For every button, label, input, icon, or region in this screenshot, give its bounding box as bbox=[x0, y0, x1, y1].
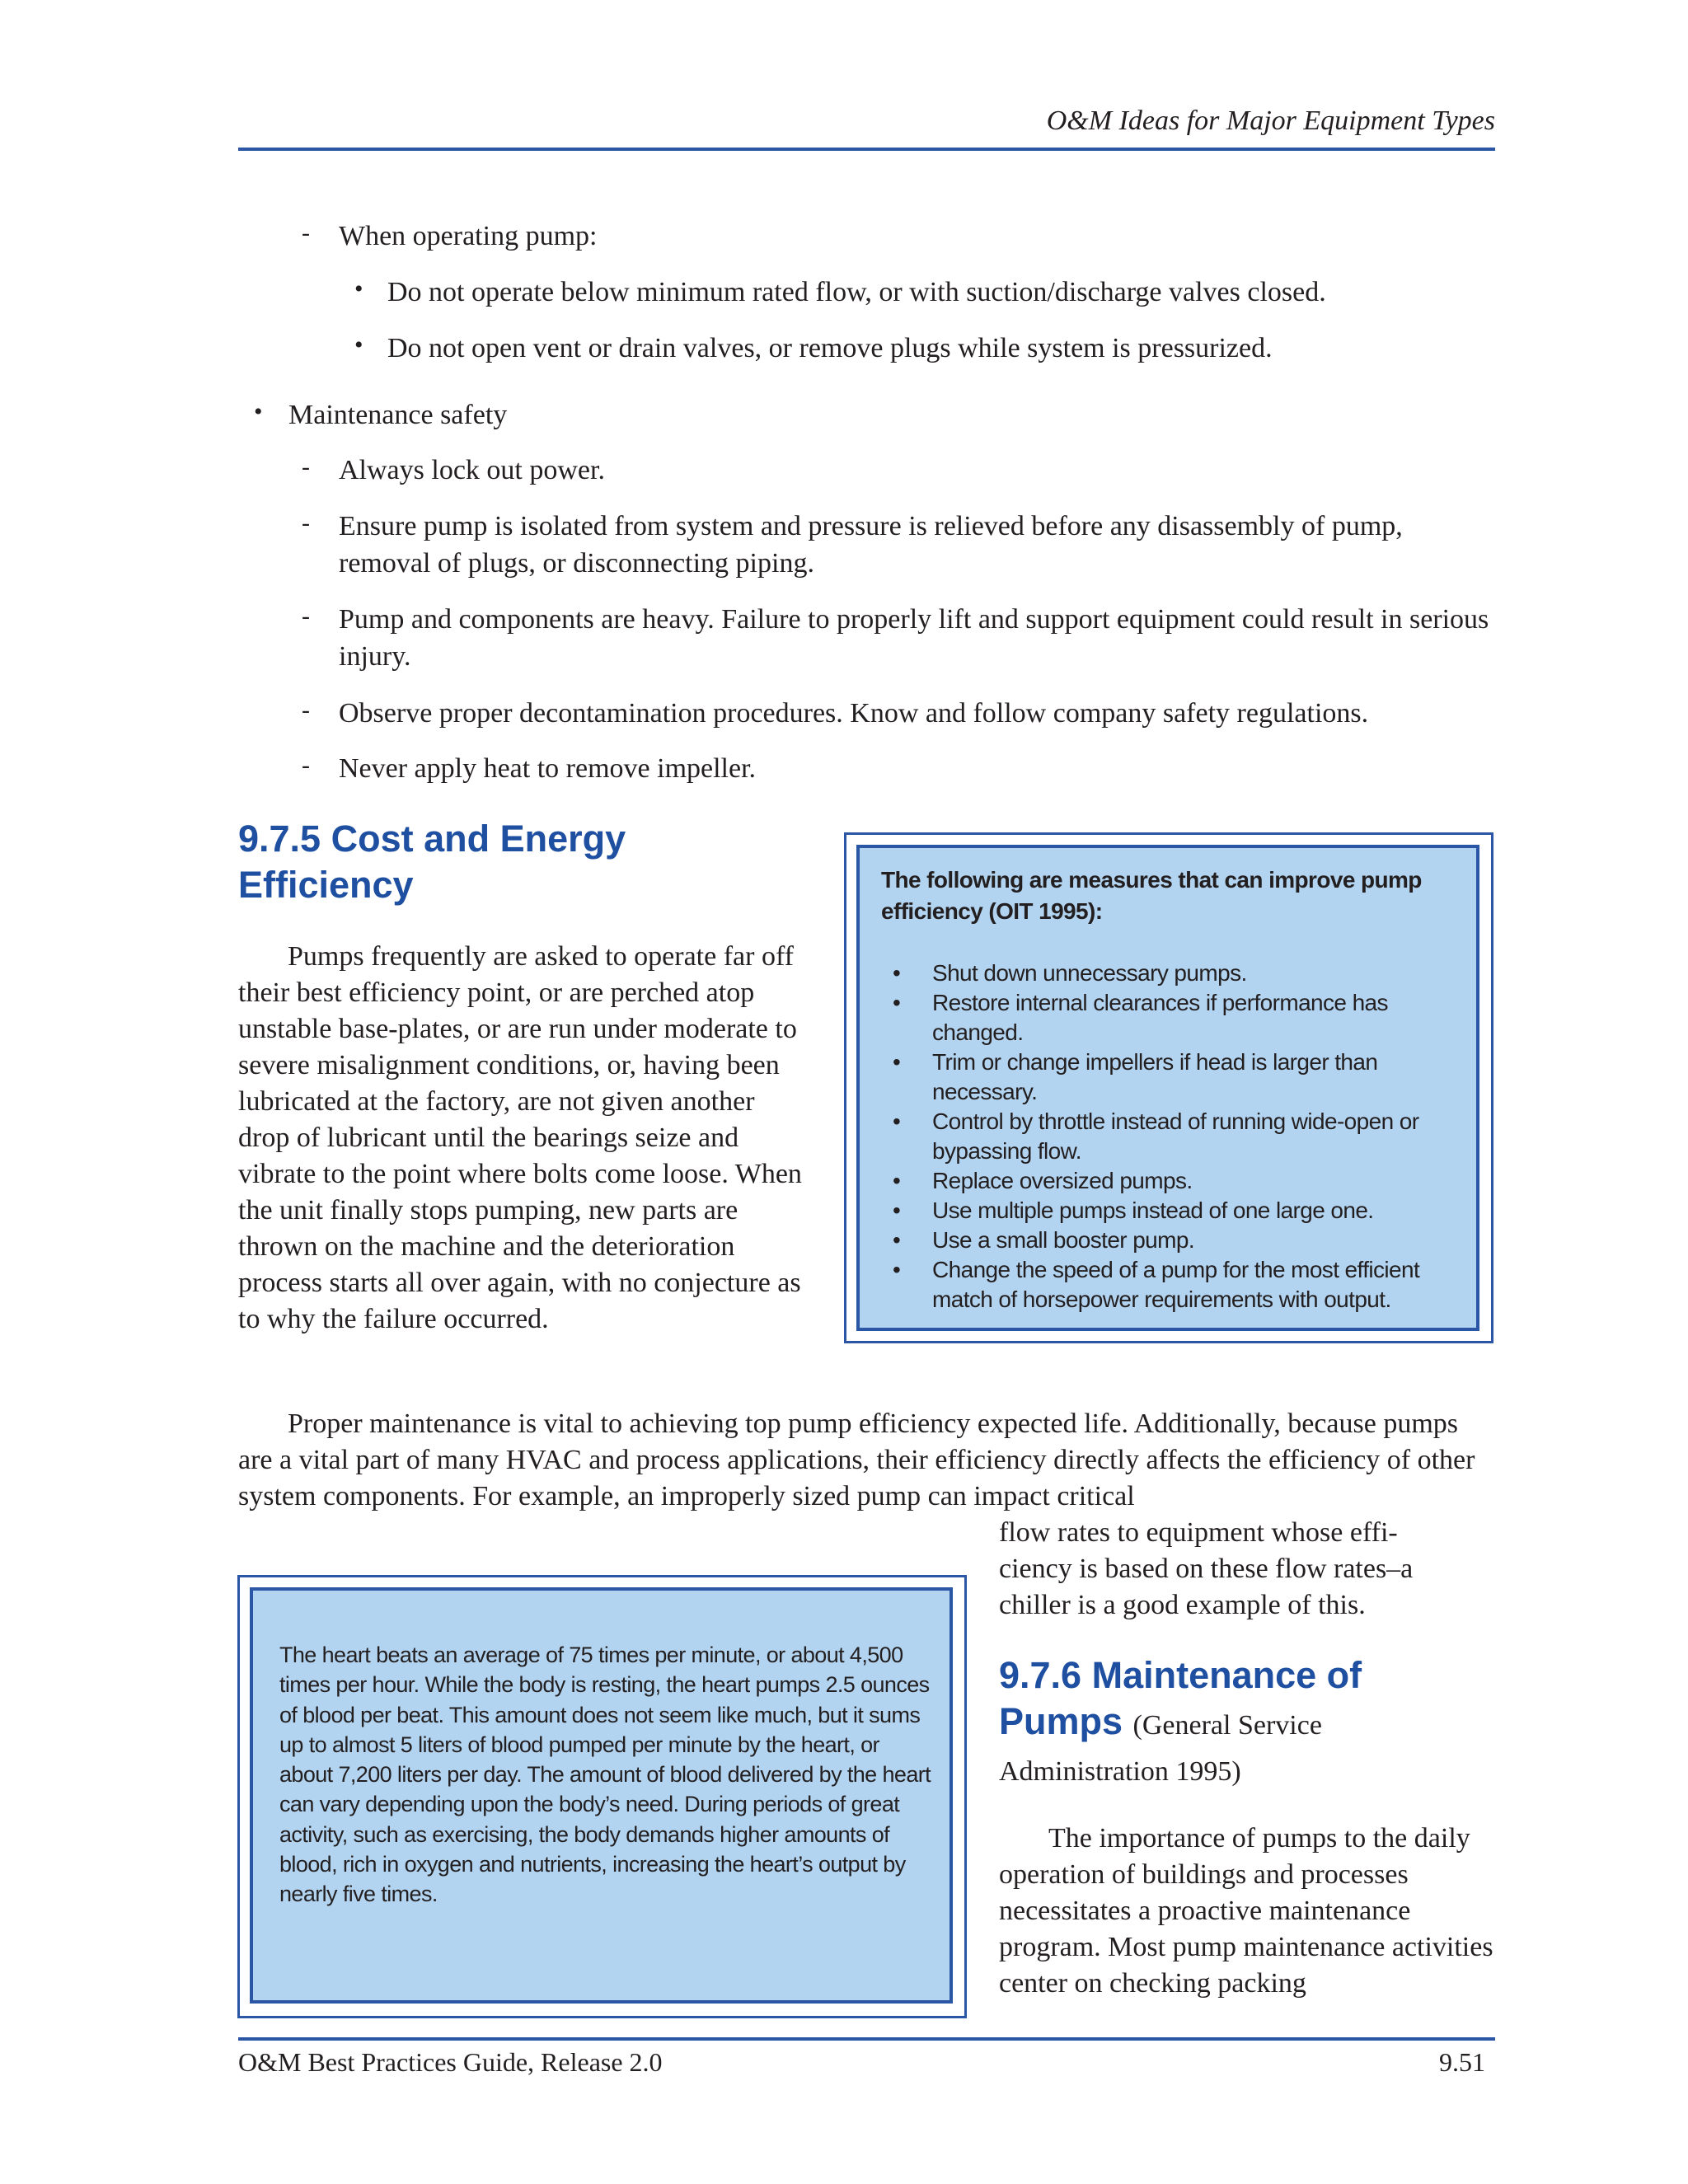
dash-marker: - bbox=[302, 453, 310, 480]
list-item: • Control by throttle instead of running wide-open or bypassing flow. bbox=[893, 1107, 1456, 1166]
efficiency-list bbox=[881, 958, 1456, 1315]
heading-line: Efficiency bbox=[238, 864, 414, 906]
list-item: • Change the speed of a pump for the most efficient match of horsepower requirements with output. bbox=[893, 1255, 1456, 1315]
list-item-operating: When operating pump: bbox=[339, 221, 598, 251]
efficiency-box-content bbox=[856, 845, 1479, 1331]
dash-marker: - bbox=[302, 602, 310, 630]
heading-line: 9.7.5 Cost and Energy bbox=[238, 818, 626, 860]
list-item: • Trim or change impellers if head is larger than necessary. bbox=[893, 1047, 1456, 1107]
list-item: Do not open vent or drain valves, or remove plugs while system is pressurized. bbox=[387, 333, 1273, 363]
list-item: • Restore internal clearances if performance has changed. bbox=[893, 988, 1456, 1047]
heading-line: Pumps bbox=[999, 1700, 1123, 1742]
bullet-marker: • bbox=[254, 398, 263, 425]
section-heading-976 bbox=[999, 1652, 1362, 1749]
list-item: Always lock out power. bbox=[339, 455, 605, 485]
list-item: • Shut down unnecessary pumps. bbox=[893, 958, 1456, 988]
bullet-marker: • bbox=[354, 331, 363, 359]
bullet-marker: • bbox=[354, 275, 363, 302]
list-item: • Replace oversized pumps. bbox=[893, 1166, 1456, 1196]
footer-title: O&M Best Practices Guide, Release 2.0 bbox=[238, 2047, 663, 2077]
list-item: Ensure pump is isolated from system and pressure is relieved before any disassembly of pump, removal of plugs, or disconnecting piping. bbox=[339, 511, 1403, 579]
list-item: Do not operate below minimum rated flow, or with suction/discharge valves closed. bbox=[387, 277, 1326, 307]
list-item: Pump and components are heavy. Failure to properly lift and support equipment could result in serious injury. bbox=[339, 604, 1489, 672]
paragraph: The importance of pumps to the daily operation of buildings and processes necessitates a proactive maintenance program. Most pump maintenance activities center on checking packing bbox=[999, 1823, 1493, 1999]
citation-continued: Administration 1995) bbox=[999, 1756, 1241, 1787]
list-item: Never apply heat to remove impeller. bbox=[339, 753, 757, 784]
list-item: • Use multiple pumps instead of one large one. bbox=[893, 1196, 1456, 1226]
running-header: O&M Ideas for Major Equipment Types bbox=[1046, 105, 1495, 136]
list-item: Observe proper decontamination procedures. Know and follow company safety regulations. bbox=[339, 698, 1369, 729]
dash-marker: - bbox=[302, 219, 310, 246]
dash-marker: - bbox=[302, 696, 310, 724]
box-title: The following are measures that can improve pump efficiency (OIT 1995): bbox=[881, 867, 1422, 924]
dash-marker: - bbox=[302, 509, 310, 537]
heading-line: 9.7.6 Maintenance of bbox=[999, 1654, 1362, 1696]
page-number: 9.51 bbox=[1439, 2047, 1485, 2077]
list-item: • Use a small booster pump. bbox=[893, 1226, 1456, 1255]
section-heading-975 bbox=[238, 816, 626, 908]
list-item-maintenance-safety: Maintenance safety bbox=[288, 400, 508, 430]
dash-marker: - bbox=[302, 752, 310, 779]
header-rule bbox=[238, 148, 1495, 151]
paragraph: Pumps frequently are asked to operate far off their best efficiency point, or are perched atop unstable base-plates, or are run under moderate to severe misalignment conditions, or, having been lubricated at the factory, are not given another drop of lubricant until the bearings seize and vibrate to the point where bolts come loose. When the unit finally stops pumping, new parts are thrown on the machine and the deterioration process starts all over again, with no conjecture as to why the failure occurred. bbox=[238, 941, 802, 1334]
paragraph: Proper maintenance is vital to achieving top pump efficiency expected life. Additionally, because pumps are a vital part of many HVAC and process applications, their efficiency directly affects the efficiency of other system components. For example, an improperly sized pump can impact critical bbox=[238, 1408, 1475, 1511]
paragraph-continued: flow rates to equipment whose effi-ciency is based on these flow rates–a chiller is a good example of this. bbox=[999, 1517, 1414, 1620]
footer-rule bbox=[238, 2037, 1495, 2041]
heart-fact-text: The heart beats an average of 75 times per minute, or about 4,500 times per hour. While the body is resting, the heart pumps 2.5 ounces of blood per beat. This amount does not seem like much, but it sums up to almost 5 liters of blood pumped per minute by the heart, or about 7,200 liters per day. The amount of blood delivered by the heart can vary depending upon the body’s need. During periods of great activity, such as exercising, the body demands higher amounts of blood, rich in oxygen and nutrients, increasing the heart’s output by nearly five times. bbox=[250, 1587, 953, 2004]
citation: (General Service bbox=[1132, 1710, 1322, 1741]
